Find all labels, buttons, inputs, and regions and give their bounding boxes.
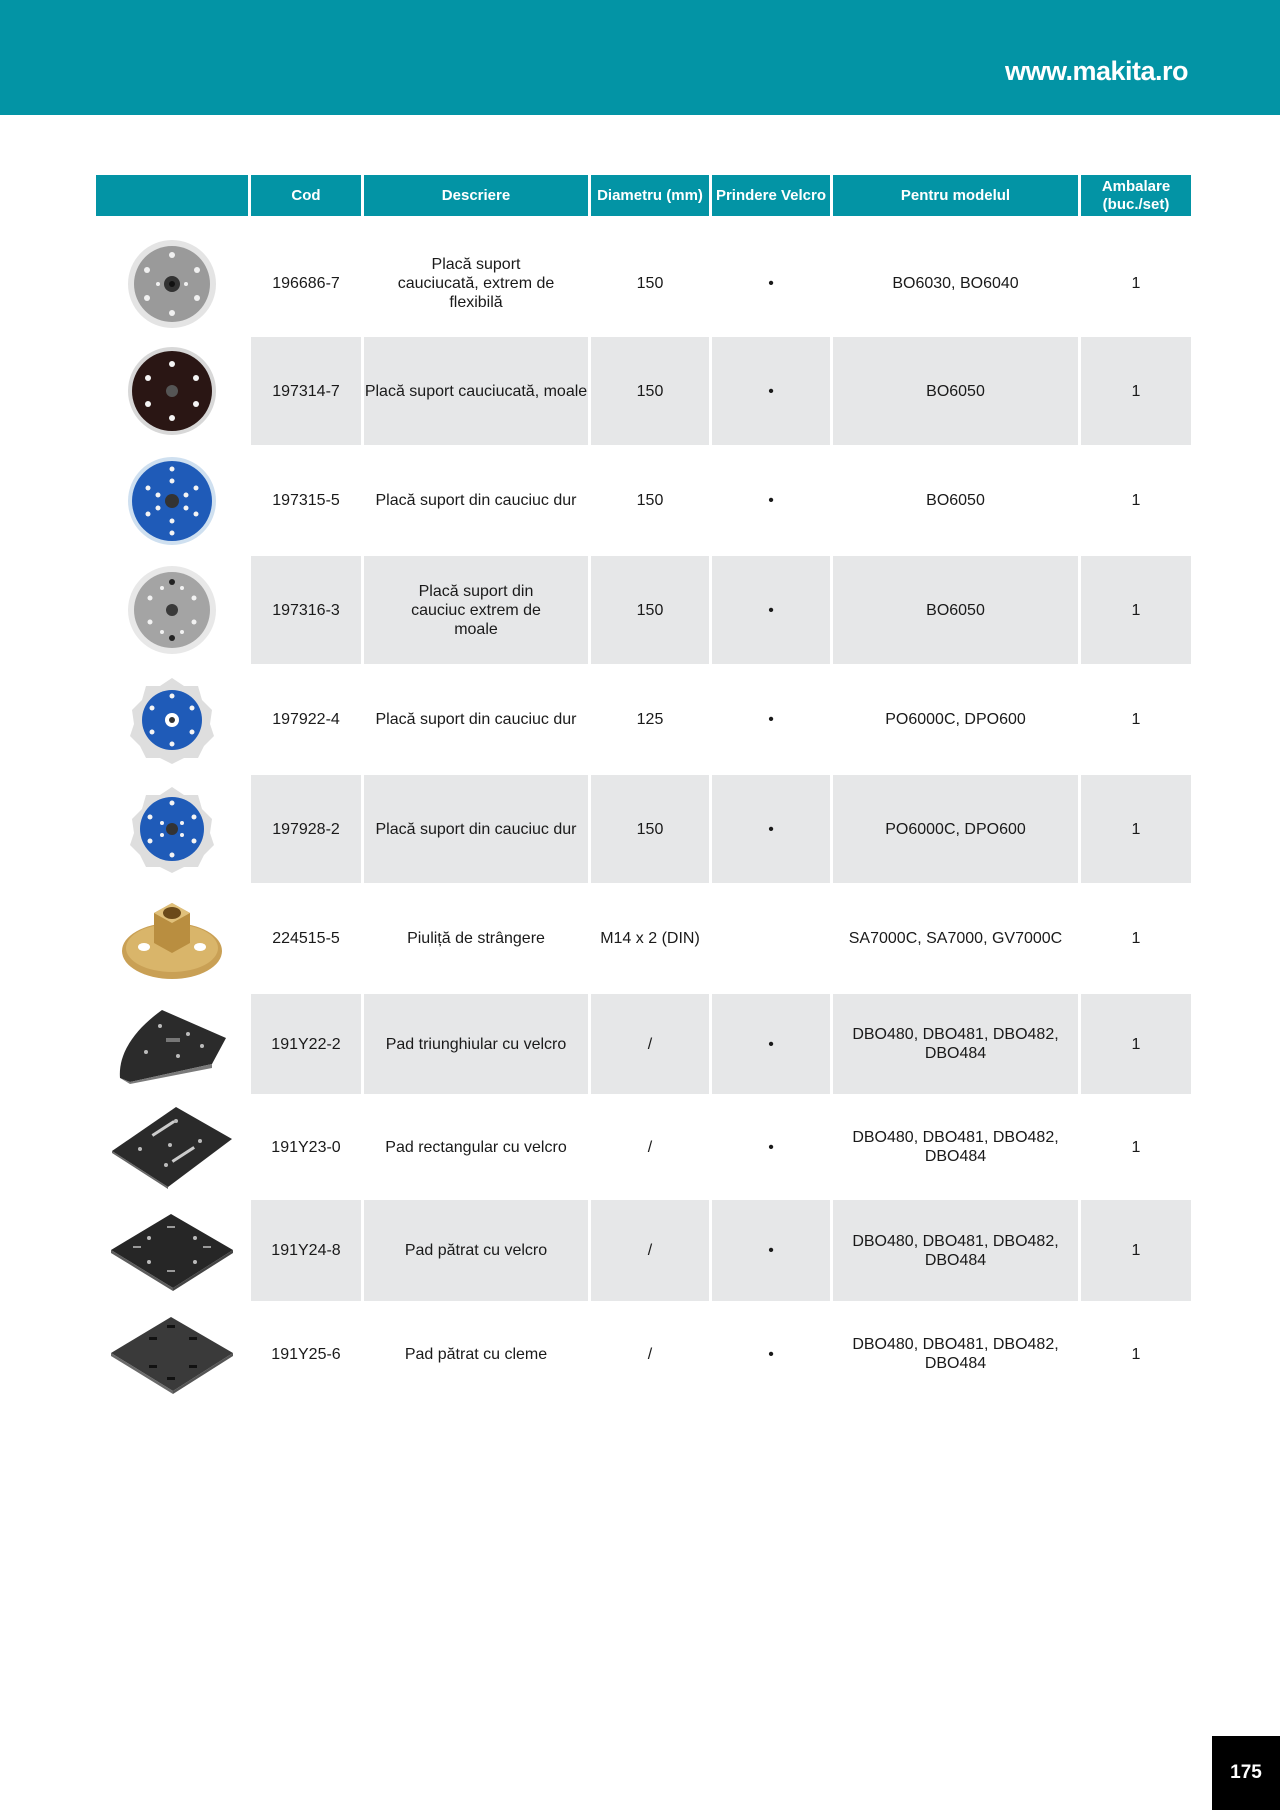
cell-diameter: 150 [636, 492, 664, 509]
dark-brown-round-pad-icon [126, 345, 218, 437]
cell-description: Placă suport din cauciuc extrem de moale [364, 556, 588, 664]
cell-velcro: • [712, 775, 830, 883]
cell-models: DBO480, DBO481, DBO482, DBO484 [833, 994, 1078, 1094]
header-velcro: Prindere Velcro [712, 175, 830, 216]
cell-models: BO6050 [833, 556, 1078, 664]
cell-models: DBO480, DBO481, DBO482, DBO484 [852, 1129, 1059, 1165]
table-row [96, 883, 1191, 994]
grey-round-pad-icon [126, 238, 218, 330]
cell-code: 197315-5 [272, 492, 340, 509]
header-models: Pentru modelul [833, 175, 1078, 216]
triangular-pad-icon [116, 1004, 228, 1084]
top-banner [0, 0, 1280, 115]
table-row [96, 994, 1191, 1094]
cell-velcro: • [712, 994, 830, 1094]
cell-diameter: M14 x 2 (DIN) [600, 930, 700, 947]
cell-velcro: • [768, 1138, 774, 1156]
cell-diameter: / [647, 1138, 653, 1156]
cell-description: Piuliță de strângere [407, 930, 545, 947]
cell-description: Placă suport din cauciuc dur [375, 711, 577, 728]
cell-velcro: • [768, 1345, 774, 1363]
cell-diameter: 150 [591, 556, 709, 664]
cell-code: 191Y24-8 [251, 1200, 361, 1301]
page-number: 175 [1212, 1736, 1280, 1810]
table-row [96, 775, 1191, 883]
table-row [96, 664, 1191, 775]
cell-models: SA7000C, SA7000, GV7000C [848, 930, 1063, 947]
cell-description: Pad triunghiular cu velcro [364, 994, 588, 1094]
cell-velcro: • [712, 337, 830, 445]
cell-velcro [712, 883, 830, 994]
header-image [96, 175, 248, 216]
cell-velcro: • [712, 1200, 830, 1301]
cell-models: PO6000C, DPO600 [885, 711, 1026, 728]
cell-pack: 1 [1131, 492, 1141, 509]
cell-code: 197316-3 [251, 556, 361, 664]
cell-models: DBO480, DBO481, DBO482, DBO484 [852, 1336, 1059, 1372]
cell-pack: 1 [1131, 1345, 1141, 1363]
cell-velcro: • [768, 711, 774, 728]
cell-models: BO6030, BO6040 [892, 275, 1019, 292]
table-header-row [96, 175, 1191, 216]
cell-diameter: 150 [591, 337, 709, 445]
table-row [96, 1094, 1191, 1200]
cell-pack: 1 [1081, 556, 1191, 664]
site-url[interactable]: www.makita.ro [1004, 56, 1188, 86]
table-row [96, 445, 1191, 556]
rectangular-pad-icon [110, 1105, 234, 1189]
cell-pack: 1 [1081, 994, 1191, 1094]
cell-pack: 1 [1081, 1200, 1191, 1301]
cell-code: 197922-4 [272, 711, 340, 728]
cell-code: 197928-2 [251, 775, 361, 883]
header-packaging: Ambalare (buc./set) [1081, 175, 1191, 216]
cell-velcro: • [768, 275, 774, 292]
cell-description: Placă suport cauciucată, moale [364, 337, 588, 445]
header-code: Cod [251, 175, 361, 216]
table-row [96, 337, 1191, 445]
table-row [96, 230, 1191, 337]
cell-pack: 1 [1081, 337, 1191, 445]
cell-code: 224515-5 [272, 930, 340, 947]
cell-models: BO6050 [926, 492, 985, 509]
cell-diameter: 150 [591, 775, 709, 883]
cell-models: DBO480, DBO481, DBO482, DBO484 [833, 1200, 1078, 1301]
grey-round-pad-icon [126, 564, 218, 656]
flange-nut-icon [120, 893, 224, 985]
header-diameter: Diametru (mm) [591, 175, 709, 216]
table-row [96, 1301, 1191, 1407]
blue-gear-pad-icon [126, 783, 218, 875]
cell-models: PO6000C, DPO600 [833, 775, 1078, 883]
cell-diameter: 125 [636, 711, 664, 728]
cell-pack: 1 [1081, 775, 1191, 883]
cell-code: 196686-7 [272, 275, 340, 292]
cell-models: BO6050 [833, 337, 1078, 445]
blue-round-pad-icon [126, 455, 218, 547]
cell-pack: 1 [1131, 711, 1141, 728]
cell-code: 197314-7 [251, 337, 361, 445]
cell-diameter: / [647, 1345, 653, 1363]
table-row [96, 556, 1191, 664]
cell-diameter: 150 [636, 275, 664, 292]
cell-pack: 1 [1131, 930, 1141, 947]
square-clamp-pad-icon [109, 1313, 235, 1395]
cell-diameter: / [591, 1200, 709, 1301]
cell-code: 191Y22-2 [251, 994, 361, 1094]
blue-gear-pad-icon [126, 674, 218, 766]
cell-description: Placă suport din cauciuc dur [375, 492, 577, 509]
cell-description: Placă suport cauciucată, extrem de flexibilă [397, 256, 555, 311]
table-row [96, 1200, 1191, 1301]
cell-description: Pad pătrat cu velcro [364, 1200, 588, 1301]
cell-code: 191Y25-6 [271, 1345, 341, 1363]
cell-description: Pad pătrat cu cleme [404, 1345, 548, 1363]
square-pad-icon [109, 1210, 235, 1292]
cell-velcro: • [768, 492, 774, 509]
cell-description: Pad rectangular cu velcro [385, 1138, 567, 1156]
cell-diameter: / [591, 994, 709, 1094]
header-description: Descriere [364, 175, 588, 216]
cell-pack: 1 [1131, 1138, 1141, 1156]
cell-pack: 1 [1131, 275, 1141, 292]
cell-description: Placă suport din cauciuc dur [364, 775, 588, 883]
cell-code: 191Y23-0 [271, 1138, 341, 1156]
cell-velcro: • [712, 556, 830, 664]
product-table [93, 175, 1194, 1407]
